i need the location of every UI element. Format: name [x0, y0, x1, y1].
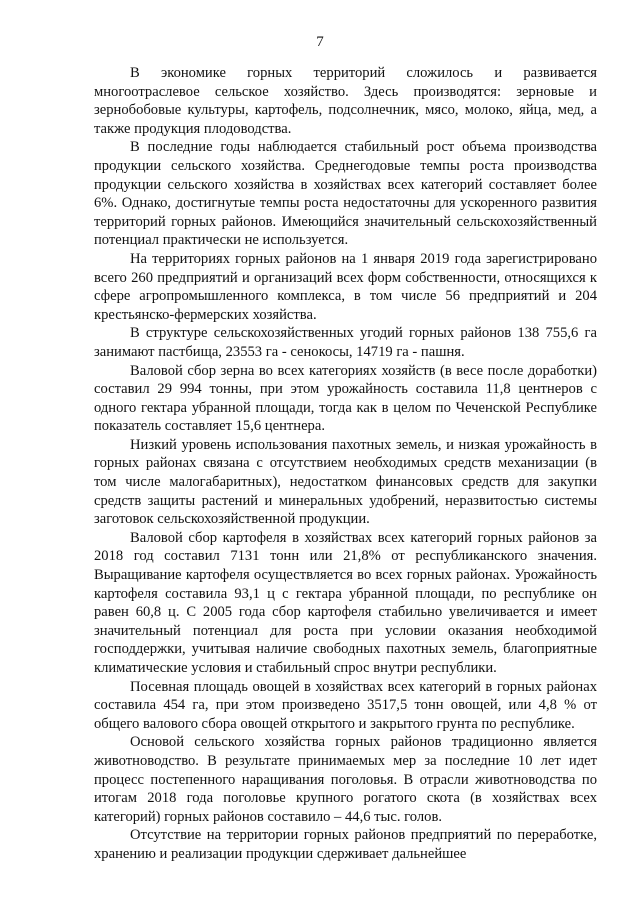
paragraph: Валовой сбор зерна во всех категориях хозяйств (в весе после доработки) составил 29 994 тонны, при этом урожайность составила 11,8 центнеров с одного гектара убранной площади, тогда как в целом по Чеченской Республике показатель составляет 15,6 центнера.: [94, 362, 597, 435]
paragraph: Отсутствие на территории горных районов предприятий по переработке, хранению и реализации продукции сдерживает дальнейшее: [94, 827, 597, 862]
paragraph: В последние годы наблюдается стабильный рост объема производства продукции сельского хозяйства. Среднегодовые темпы роста производства продукции сельского хозяйства в хозяйствах всех категорий составляет более 6%. Однако, достигнутые темпы роста недостаточны для ускоренного развития территорий горных районов. Имеющийся значительный сельскохозяйственный потенциал практически не используется.: [94, 139, 597, 249]
page-number: 7: [316, 34, 324, 50]
paragraph: На территориях горных районов на 1 января 2019 года зарегистрировано всего 260 предприятий и организаций всех форм собственности, относящихся к сфере агропромышленного комплекса, в том числе 56 предприятий и 204 крестьянско-фермерских хозяйства.: [94, 250, 597, 323]
paragraph: Низкий уровень использования пахотных земель, и низкая урожайность в горных районах связана с отсутствием необходимых средств механизации (в том числе малогабаритных), недостатком финансовых средств для закупки средств защиты растений и минеральных удобрений, неразвитостью системы заготовок сельскохозяйственной продукции.: [94, 436, 597, 528]
body-text: [94, 64, 597, 864]
paragraph: В экономике горных территорий сложилось и развивается многоотраслевое сельское хозяйство. Здесь производятся: зерновые и зернобобовые культуры, картофель, подсолнечник, мясо, молоко, яйца, мед, а также продукция плодоводства.: [94, 65, 597, 137]
paragraph: В структуре сельскохозяйственных угодий горных районов 138 755,6 га занимают пастбища, 23553 га - сенокосы, 14719 га - пашня.: [94, 325, 597, 360]
paragraph: Основой сельского хозяйства горных районов традиционно является животноводство. В результате принимаемых мер за последние 10 лет идет процесс постепенного наращивания поголовья. В отрасли животноводства по итогам 2018 года поголовье крупного рогатого скота (в хозяйствах всех категорий) горных районов составило – 44,6 тыс. голов.: [94, 734, 597, 825]
paragraph: Посевная площадь овощей в хозяйствах всех категорий в горных районах составила 454 га, при этом произведено 3517,5 тонн овощей, или 4,8 % от общего валового сбора овощей открытого и закрытого грунта по республике.: [94, 678, 597, 732]
paragraph: Валовой сбор картофеля в хозяйствах всех категорий горных районов за 2018 год составил 7131 тонн или 21,8% от республиканского значения. Выращивание картофеля осуществляется во всех горных районах. Урожайность картофеля составила 93,1 ц с гектара убранной площади, по республике он равен 60,8 ц. С 2005 года сбор картофеля стабильно увеличивается и имеет значительный потенциал для роста при условии оказания необходимой господдержки, учитывая наличие свободных пахотных земель, благоприятные климатические условия и стабильный спрос внутри республики.: [94, 529, 597, 676]
